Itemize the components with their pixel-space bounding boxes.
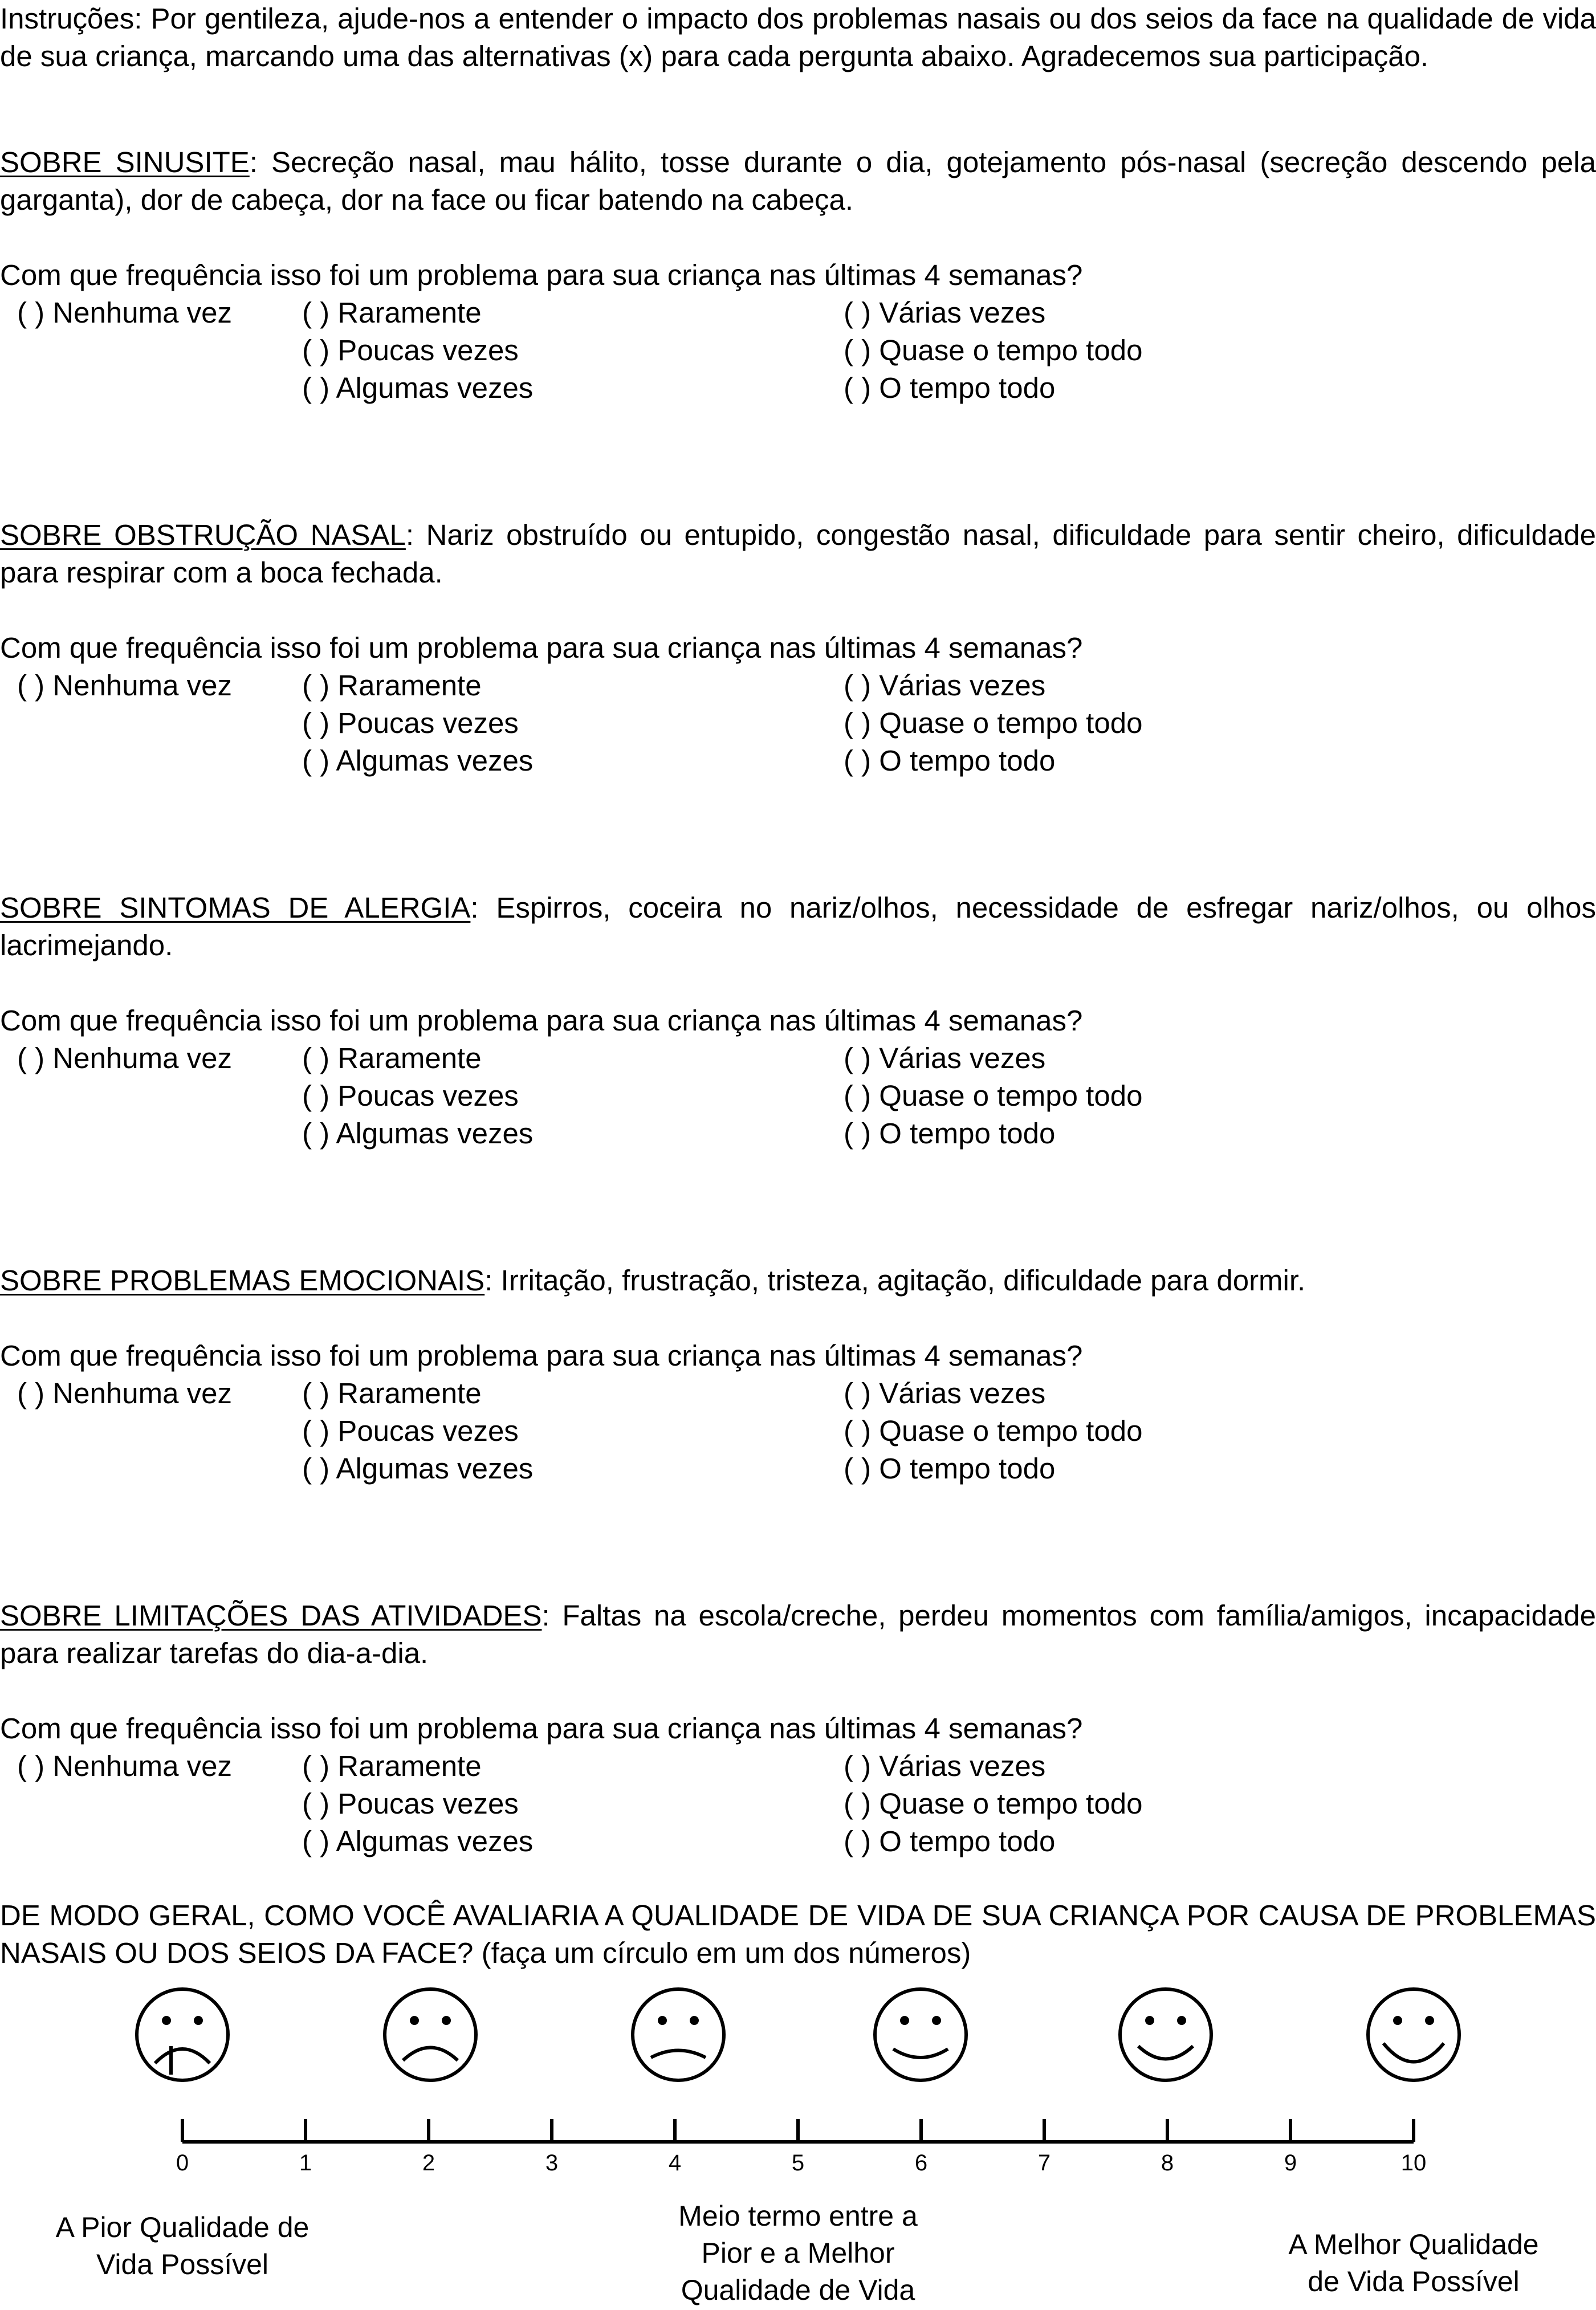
section-obstrucao-nasal — [0, 516, 1596, 592]
option-algumas-vezes[interactable]: ( ) Algumas vezes — [302, 1117, 534, 1150]
sad-face-icon — [385, 1989, 476, 2080]
big-smile-face-icon — [1368, 1989, 1459, 2080]
option-o-tempo-todo[interactable]: ( ) O tempo todo — [844, 744, 1056, 777]
option-raramente[interactable]: ( ) Raramente — [302, 1377, 482, 1409]
option-quase-o-tempo-todo[interactable]: ( ) Quase o tempo todo — [844, 334, 1143, 366]
overall-question: DE MODO GERAL, COMO VOCÊ AVALIARIA A QUALIDADE DE VIDA DE SUA CRIANÇA POR CAUSA DE PROBLEMAS NASAIS OU DOS SEIOS DA FACE? (faça um círculo em um dos números) — [0, 1899, 1596, 1969]
anchor-worst-line1: A Pior Qualidade de — [55, 2211, 310, 2243]
section-description: : Irritação, frustração, tristeza, agitação, dificuldade para dormir. — [484, 1264, 1306, 1297]
section-problemas-emocionais — [0, 1262, 1596, 1299]
option-o-tempo-todo[interactable]: ( ) O tempo todo — [844, 1452, 1056, 1485]
section-sinusite — [0, 144, 1596, 219]
frequency-question: Com que frequência isso foi um problema para sua criança nas últimas 4 semanas? — [0, 1339, 1083, 1372]
option-algumas-vezes[interactable]: ( ) Algumas vezes — [302, 372, 534, 404]
frequency-question: Com que frequência isso foi um problema para sua criança nas últimas 4 semanas? — [0, 632, 1083, 664]
section-sintomas-alergia — [0, 889, 1596, 964]
option-algumas-vezes[interactable]: ( ) Algumas vezes — [302, 1452, 534, 1485]
option-nenhuma-vez[interactable]: ( ) Nenhuma vez — [17, 1042, 232, 1074]
scale-number-10[interactable]: 10 — [1400, 2150, 1427, 2175]
option-varias-vezes[interactable]: ( ) Várias vezes — [844, 296, 1046, 329]
option-varias-vezes[interactable]: ( ) Várias vezes — [844, 669, 1046, 702]
option-poucas-vezes[interactable]: ( ) Poucas vezes — [302, 1079, 519, 1112]
section-description: : Faltas na escola/creche, perdeu momentos com família/amigos, incapacidade para realizar tarefas do dia-a-dia. — [0, 1599, 1596, 1669]
anchor-middle-line2: Pior e a Melhor — [701, 2237, 895, 2269]
option-quase-o-tempo-todo[interactable]: ( ) Quase o tempo todo — [844, 1787, 1143, 1820]
option-o-tempo-todo[interactable]: ( ) O tempo todo — [844, 1117, 1056, 1150]
option-poucas-vezes[interactable]: ( ) Poucas vezes — [302, 1415, 519, 1447]
anchor-best-line2: de Vida Possível — [1308, 2266, 1520, 2297]
section-title: SOBRE OBSTRUÇÃO NASAL — [0, 519, 406, 551]
section-description: : Secreção nasal, mau hálito, tosse durante o dia, gotejamento pós-nasal (secreção descendo pela garganta), dor de cabeça, dor na face ou ficar batendo na cabeça. — [0, 146, 1596, 216]
section-title: SOBRE LIMITAÇÕES DAS ATIVIDADES — [0, 1599, 542, 1632]
option-nenhuma-vez[interactable]: ( ) Nenhuma vez — [17, 296, 232, 329]
option-varias-vezes[interactable]: ( ) Várias vezes — [844, 1750, 1046, 1782]
option-quase-o-tempo-todo[interactable]: ( ) Quase o tempo todo — [844, 1079, 1143, 1112]
scale-number-5[interactable]: 5 — [791, 2150, 805, 2175]
option-nenhuma-vez[interactable]: ( ) Nenhuma vez — [17, 669, 232, 702]
section-title: SOBRE SINTOMAS DE ALERGIA — [0, 891, 471, 924]
option-varias-vezes[interactable]: ( ) Várias vezes — [844, 1042, 1046, 1074]
scale-number-2[interactable]: 2 — [422, 2150, 435, 2175]
section-description: : Espirros, coceira no nariz/olhos, necessidade de esfregar nariz/olhos, ou olhos lacrimejando. — [0, 891, 1596, 962]
option-raramente[interactable]: ( ) Raramente — [302, 296, 482, 329]
slight-smile-face-icon — [875, 1989, 966, 2080]
frown-face-icon — [633, 1989, 724, 2080]
option-quase-o-tempo-todo[interactable]: ( ) Quase o tempo todo — [844, 1415, 1143, 1447]
anchor-middle-line3: Qualidade de Vida — [681, 2274, 915, 2306]
option-o-tempo-todo[interactable]: ( ) O tempo todo — [844, 1825, 1056, 1857]
scale-number-3[interactable]: 3 — [545, 2150, 559, 2175]
option-raramente[interactable]: ( ) Raramente — [302, 1750, 482, 1782]
scale-number-6[interactable]: 6 — [914, 2150, 928, 2175]
frequency-question: Com que frequência isso foi um problema para sua criança nas últimas 4 semanas? — [0, 1712, 1083, 1745]
option-raramente[interactable]: ( ) Raramente — [302, 669, 482, 702]
section-title: SOBRE SINUSITE — [0, 146, 250, 178]
scale-number-7[interactable]: 7 — [1037, 2150, 1051, 2175]
frequency-question: Com que frequência isso foi um problema para sua criança nas últimas 4 semanas? — [0, 259, 1083, 291]
scale-number-1[interactable]: 1 — [299, 2150, 312, 2175]
option-o-tempo-todo[interactable]: ( ) O tempo todo — [844, 372, 1056, 404]
option-poucas-vezes[interactable]: ( ) Poucas vezes — [302, 334, 519, 366]
section-title: SOBRE PROBLEMAS EMOCIONAIS — [0, 1264, 485, 1297]
frequency-question: Com que frequência isso foi um problema para sua criança nas últimas 4 semanas? — [0, 1004, 1083, 1037]
section-description: : Nariz obstruído ou entupido, congestão nasal, dificuldade para sentir cheiro, dificuldade para respirar com a boca fechada. — [0, 519, 1596, 589]
option-nenhuma-vez[interactable]: ( ) Nenhuma vez — [17, 1750, 232, 1782]
option-poucas-vezes[interactable]: ( ) Poucas vezes — [302, 707, 519, 739]
scale-number-8[interactable]: 8 — [1161, 2150, 1174, 2175]
smile-face-icon — [1120, 1989, 1211, 2080]
scale-number-9[interactable]: 9 — [1284, 2150, 1297, 2175]
option-quase-o-tempo-todo[interactable]: ( ) Quase o tempo todo — [844, 707, 1143, 739]
very-sad-face-icon — [137, 1989, 228, 2080]
scale-number-4[interactable]: 4 — [668, 2150, 682, 2175]
option-algumas-vezes[interactable]: ( ) Algumas vezes — [302, 1825, 534, 1857]
quality-of-life-scale — [0, 1527, 1596, 2310]
option-nenhuma-vez[interactable]: ( ) Nenhuma vez — [17, 1377, 232, 1409]
option-raramente[interactable]: ( ) Raramente — [302, 1042, 482, 1074]
anchor-middle-line1: Meio termo entre a — [678, 2200, 918, 2232]
instructions-text: Instruções: Por gentileza, ajude-nos a entender o impacto dos problemas nasais ou dos seios da face na qualidade de vida de sua criança, marcando uma das alternativas (x) para cada pergunta abaixo. Agradecemos sua participação. — [0, 2, 1596, 72]
option-poucas-vezes[interactable]: ( ) Poucas vezes — [302, 1787, 519, 1820]
anchor-best-line1: A Melhor Qualidade — [1288, 2228, 1539, 2260]
option-algumas-vezes[interactable]: ( ) Algumas vezes — [302, 744, 534, 777]
scale-number-0[interactable]: 0 — [176, 2150, 189, 2175]
anchor-worst-line2: Vida Possível — [96, 2248, 269, 2280]
option-varias-vezes[interactable]: ( ) Várias vezes — [844, 1377, 1046, 1409]
